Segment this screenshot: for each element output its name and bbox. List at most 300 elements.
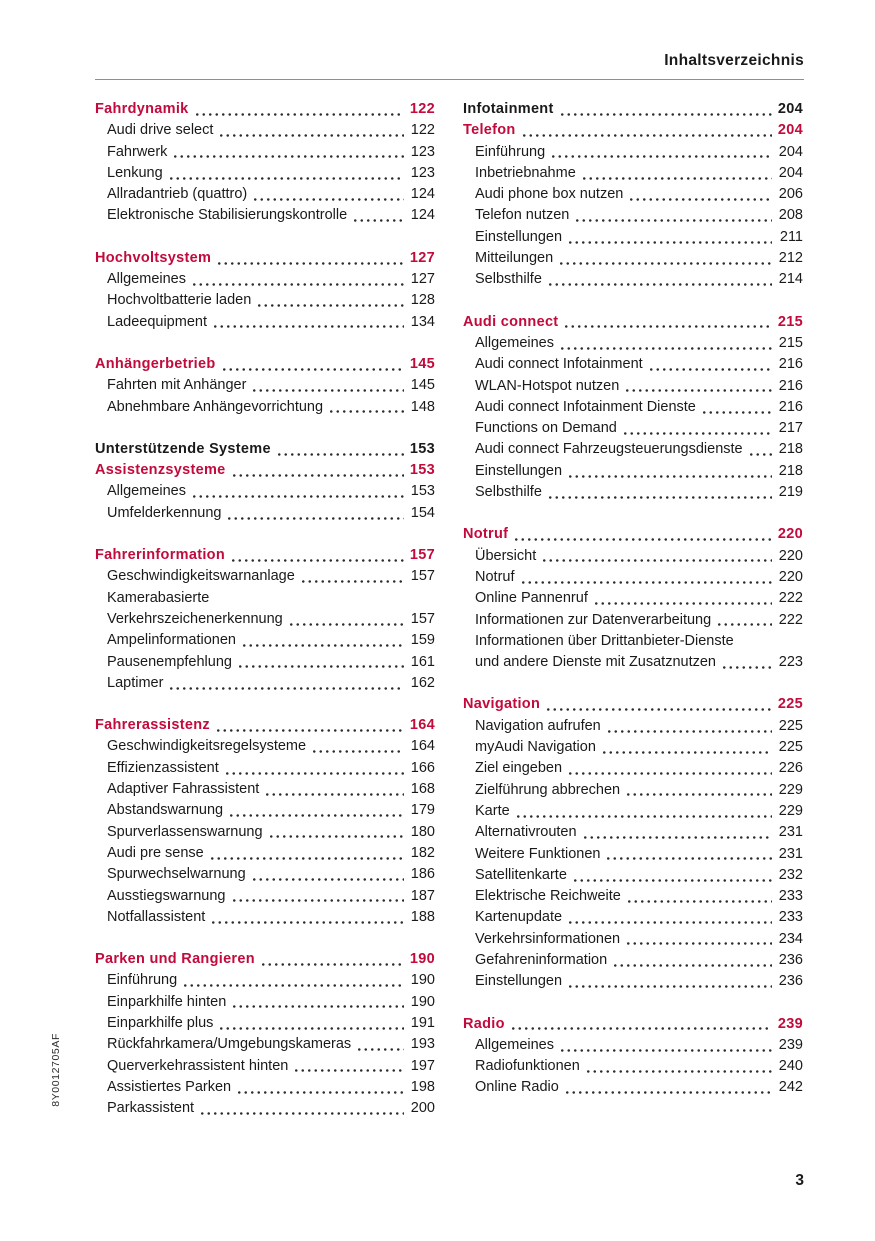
- toc-entry: [463, 184, 803, 205]
- toc-section: [463, 694, 803, 992]
- page-ref: 153: [409, 440, 435, 457]
- page-ref: 236: [778, 973, 803, 990]
- dot-leader: [293, 1056, 404, 1077]
- page-ref: 124: [410, 186, 435, 203]
- toc-section: [95, 439, 435, 460]
- page-ref: 124: [410, 207, 435, 224]
- dot-leader: [210, 907, 404, 928]
- page-ref: 123: [410, 143, 435, 160]
- page-ref: 190: [409, 951, 435, 968]
- entry-label: Fahrwerk: [107, 143, 168, 160]
- entry-label: Notruf: [475, 568, 515, 585]
- page-ref: 127: [410, 271, 435, 288]
- toc-entry: [463, 397, 803, 418]
- dot-leader: [236, 1077, 404, 1098]
- page-ref: 164: [409, 717, 435, 734]
- page-ref: 206: [778, 186, 803, 203]
- page-ref: 157: [410, 610, 435, 627]
- page-ref: 191: [410, 1014, 435, 1031]
- entry-label: Hochvoltbatterie laden: [107, 292, 252, 309]
- entry-label: Mitteilungen: [475, 250, 554, 267]
- entry-label: Audi connect Infotainment Dienste: [475, 398, 696, 415]
- toc-entry: [95, 1013, 435, 1034]
- toc-columns: [95, 99, 804, 1119]
- toc-section-heading: [95, 545, 435, 566]
- page-ref: 145: [409, 355, 435, 372]
- dot-leader: [601, 737, 772, 758]
- dot-leader: [567, 227, 772, 248]
- section-title: Assistenzsysteme: [95, 462, 226, 479]
- dot-leader: [300, 566, 404, 587]
- dot-leader: [567, 971, 772, 992]
- section-title: Fahrerassistenz: [95, 717, 210, 734]
- dot-leader: [593, 588, 772, 609]
- entry-label: Elektronische Stabilisierungskontrolle: [107, 207, 348, 224]
- page-ref: 161: [410, 653, 435, 670]
- section-title: Hochvoltsystem: [95, 249, 212, 266]
- entry-label: und andere Dienste mit Zusatznutzen: [475, 654, 716, 671]
- toc-section-heading: [95, 715, 435, 736]
- page-ref: 190: [410, 972, 435, 989]
- entry-label: Verkehrszeichenerkennung: [107, 610, 283, 627]
- toc-entry: [95, 205, 435, 226]
- toc-section: [95, 545, 435, 694]
- section-title: Radio: [463, 1015, 505, 1032]
- entry-label: Allradantrieb (quattro): [107, 186, 248, 203]
- toc-entry: [463, 865, 803, 886]
- toc-entry: [463, 227, 803, 248]
- page-ref: 134: [410, 313, 435, 330]
- toc-section: [463, 312, 803, 504]
- toc-section: [95, 949, 435, 1119]
- page-ref: 122: [410, 122, 435, 139]
- dot-leader: [252, 184, 404, 205]
- page-ref: 232: [778, 866, 803, 883]
- page-ref: 219: [778, 484, 803, 501]
- page-ref: 190: [410, 993, 435, 1010]
- dot-leader: [241, 630, 404, 651]
- dot-leader: [581, 163, 772, 184]
- toc-entry: [463, 205, 803, 226]
- toc-section-heading: [463, 99, 803, 120]
- toc-entry: [463, 1056, 803, 1077]
- dot-leader: [605, 844, 772, 865]
- toc-entry: [463, 418, 803, 439]
- page-ref: 215: [777, 313, 803, 330]
- entry-label: Selbsthilfe: [475, 271, 542, 288]
- page-ref: 204: [778, 143, 803, 160]
- entry-label: Kamerabasierte: [107, 589, 210, 606]
- page-ref: 122: [409, 101, 435, 117]
- entry-label: Einführung: [475, 143, 546, 160]
- entry-label: Kartenupdate: [475, 909, 563, 926]
- entry-label: Ampelinformationen: [107, 632, 236, 649]
- toc-entry: [95, 503, 435, 524]
- toc-section-heading: [463, 120, 803, 141]
- toc-entry: [463, 801, 803, 822]
- page-ref: 159: [410, 632, 435, 649]
- dot-leader: [622, 418, 772, 439]
- page-ref: 127: [409, 249, 435, 266]
- toc-entry: [463, 248, 803, 269]
- page-ref: 220: [778, 568, 803, 585]
- page-ref: 234: [778, 930, 803, 947]
- toc-section-heading: [463, 694, 803, 715]
- entry-label: Inbetriebnahme: [475, 164, 576, 181]
- page-ref: 204: [777, 101, 803, 117]
- toc-entry: [463, 354, 803, 375]
- page-ref: 229: [778, 802, 803, 819]
- dot-leader: [276, 439, 404, 460]
- page-ref: 222: [778, 611, 803, 628]
- dot-leader: [168, 673, 404, 694]
- dot-leader: [545, 694, 772, 715]
- page-ref: 233: [778, 909, 803, 926]
- dot-leader: [230, 545, 404, 566]
- entry-label: Abnehmbare Anhängevorrichtung: [107, 398, 324, 415]
- entry-label: Querverkehrassistent hinten: [107, 1057, 289, 1074]
- dot-leader: [521, 120, 772, 141]
- page-ref: 240: [778, 1058, 803, 1075]
- toc-entry: [95, 779, 435, 800]
- toc-entry: [463, 142, 803, 163]
- toc-entry: [95, 652, 435, 673]
- entry-label: Ladeequipment: [107, 313, 207, 330]
- toc-entry: [95, 290, 435, 311]
- dot-leader: [251, 375, 404, 396]
- page-ref: 123: [410, 164, 435, 181]
- page-ref: 239: [777, 1015, 803, 1032]
- entry-label: Informationen zur Datenverarbeitung: [475, 611, 712, 628]
- page-ref: 197: [410, 1057, 435, 1074]
- page-ref: 215: [778, 334, 803, 351]
- toc-section-heading: [463, 1014, 803, 1035]
- toc-section: [463, 99, 803, 120]
- section-title: Telefon: [463, 122, 516, 139]
- toc-entry: [95, 397, 435, 418]
- dot-leader: [572, 865, 772, 886]
- dot-leader: [216, 248, 404, 269]
- entry-label: Audi drive select: [107, 122, 214, 139]
- toc-entry: [463, 907, 803, 928]
- toc-entry: [463, 971, 803, 992]
- page-ref: 231: [778, 845, 803, 862]
- dot-leader: [701, 397, 772, 418]
- section-title: Parken und Rangieren: [95, 951, 255, 968]
- toc-entry: [463, 269, 803, 290]
- toc-entry: [95, 630, 435, 651]
- section-title: Unterstützende Systeme: [95, 440, 271, 457]
- page-ref: 204: [777, 122, 803, 139]
- page-ref: 218: [778, 441, 803, 458]
- entry-label: Abstandswarnung: [107, 802, 224, 819]
- toc-entry: [95, 800, 435, 821]
- dot-leader: [563, 312, 772, 333]
- toc-entry: [95, 822, 435, 843]
- entry-label: Telefon nutzen: [475, 207, 570, 224]
- entry-label: Adaptiver Fahrassistent: [107, 781, 260, 798]
- dot-leader: [547, 269, 772, 290]
- page-ref: 242: [778, 1079, 803, 1096]
- toc-section: [95, 99, 435, 227]
- toc-entry: [95, 1098, 435, 1119]
- toc-section: [95, 354, 435, 418]
- toc-entry: [95, 375, 435, 396]
- toc-entry: [463, 737, 803, 758]
- page-header-title: Inhaltsverzeichnis: [664, 52, 804, 69]
- toc-entry: [463, 758, 803, 779]
- toc-entry: [95, 312, 435, 333]
- toc-entry: [463, 844, 803, 865]
- entry-label: Audi pre sense: [107, 844, 204, 861]
- entry-label: Alternativrouten: [475, 824, 577, 841]
- dot-leader: [191, 269, 404, 290]
- entry-label: Online Pannenruf: [475, 590, 588, 607]
- entry-label: Einparkhilfe hinten: [107, 993, 227, 1010]
- dot-leader: [288, 609, 404, 630]
- page-ref: 154: [410, 504, 435, 521]
- dot-leader: [559, 333, 772, 354]
- entry-label: Geschwindigkeitswarnanlage: [107, 568, 295, 585]
- toc-entry: [95, 184, 435, 205]
- dot-leader: [648, 354, 772, 375]
- toc-entry: [95, 1077, 435, 1098]
- dot-leader: [218, 1013, 404, 1034]
- dot-leader: [356, 1034, 404, 1055]
- dot-leader: [567, 758, 772, 779]
- entry-label: Spurwechselwarnung: [107, 866, 246, 883]
- dot-leader: [226, 503, 404, 524]
- dot-leader: [612, 950, 772, 971]
- page-ref: 225: [778, 717, 803, 734]
- toc-entry: [95, 1056, 435, 1077]
- dot-leader: [558, 248, 772, 269]
- dot-leader: [564, 1077, 772, 1098]
- dot-leader: [237, 652, 404, 673]
- dot-leader: [209, 843, 404, 864]
- page-ref: 217: [778, 420, 803, 437]
- page-ref: 157: [409, 547, 435, 564]
- toc-entry: [95, 588, 435, 609]
- page-ref: 225: [777, 696, 803, 713]
- page-header: [95, 0, 804, 80]
- toc-entry: [95, 673, 435, 694]
- page-ref: 222: [778, 590, 803, 607]
- toc-entry: [463, 886, 803, 907]
- toc-entry: [95, 970, 435, 991]
- page-ref: 214: [778, 271, 803, 288]
- dot-leader: [624, 376, 772, 397]
- dot-leader: [748, 439, 772, 460]
- content-frame: [95, 0, 804, 1241]
- dot-leader: [547, 482, 772, 503]
- entry-label: Online Radio: [475, 1079, 559, 1096]
- toc-section-heading: [95, 949, 435, 970]
- section-title: Audi connect: [463, 313, 559, 330]
- page-ref: 239: [778, 1036, 803, 1053]
- dot-leader: [224, 758, 404, 779]
- page-ref: 179: [410, 802, 435, 819]
- dot-leader: [625, 780, 772, 801]
- page-ref: 145: [410, 377, 435, 394]
- toc-entry: [463, 439, 803, 460]
- dot-leader: [182, 970, 404, 991]
- dot-leader: [264, 779, 404, 800]
- dot-leader: [574, 205, 772, 226]
- toc-entry: [95, 758, 435, 779]
- dot-leader: [256, 290, 404, 311]
- page-ref: 236: [778, 951, 803, 968]
- page-ref: 216: [778, 377, 803, 394]
- page-ref: 193: [410, 1036, 435, 1053]
- toc-entry: [463, 461, 803, 482]
- dot-leader: [228, 800, 404, 821]
- dot-leader: [194, 99, 404, 120]
- toc-entry: [95, 609, 435, 630]
- entry-label: WLAN-Hotspot nutzen: [475, 377, 620, 394]
- page-ref: 198: [410, 1078, 435, 1095]
- dot-leader: [716, 610, 772, 631]
- toc-entry: [463, 610, 803, 631]
- dot-leader: [191, 481, 404, 502]
- dot-leader: [218, 120, 404, 141]
- page-ref: 220: [777, 526, 803, 543]
- dot-leader: [520, 567, 773, 588]
- entry-label: Zielführung abbrechen: [475, 781, 621, 798]
- dot-leader: [328, 397, 404, 418]
- toc-section: [463, 120, 803, 290]
- entry-label: Fahrten mit Anhänger: [107, 377, 247, 394]
- section-title: Infotainment: [463, 101, 554, 117]
- dot-leader: [541, 546, 772, 567]
- section-title: Fahrerinformation: [95, 547, 225, 564]
- toc-entry: [95, 886, 435, 907]
- toc-column-left: [95, 99, 435, 1119]
- page-ref: 229: [778, 781, 803, 798]
- entry-label: Effizienzassistent: [107, 759, 219, 776]
- entry-label: Audi connect Fahrzeugsteuerungsdienste: [475, 441, 743, 458]
- toc-section-heading: [95, 354, 435, 375]
- dot-leader: [221, 354, 404, 375]
- entry-label: Übersicht: [475, 547, 537, 564]
- toc-section: [95, 715, 435, 928]
- entry-label: Weitere Funktionen: [475, 845, 601, 862]
- page-ref: 204: [778, 164, 803, 181]
- toc-entry: [95, 843, 435, 864]
- toc-entry: [463, 716, 803, 737]
- dot-leader: [585, 1056, 772, 1077]
- page-ref: 153: [409, 462, 435, 479]
- entry-label: Pausenempfehlung: [107, 653, 232, 670]
- toc-entry: [95, 992, 435, 1013]
- dot-leader: [168, 163, 404, 184]
- entry-label: Rückfahrkamera/Umgebungskameras: [107, 1036, 352, 1053]
- dot-leader: [231, 460, 404, 481]
- toc-entry: [95, 142, 435, 163]
- page-ref: 164: [410, 738, 435, 755]
- toc-section: [95, 248, 435, 333]
- toc-entry: [463, 588, 803, 609]
- toc-section-heading: [463, 524, 803, 545]
- page-ref: 186: [410, 866, 435, 883]
- page-ref: 148: [410, 398, 435, 415]
- toc-entry: [463, 822, 803, 843]
- dot-leader: [567, 907, 772, 928]
- entry-label: Audi connect Infotainment: [475, 356, 643, 373]
- toc-entry: [463, 482, 803, 503]
- entry-label: Lenkung: [107, 164, 163, 181]
- toc-entry: [95, 736, 435, 757]
- page-ref: 220: [778, 547, 803, 564]
- page-ref: 200: [410, 1100, 435, 1117]
- toc-entry: [463, 950, 803, 971]
- entry-label: Elektrische Reichweite: [475, 888, 621, 905]
- dot-leader: [352, 205, 404, 226]
- toc-entry: [463, 376, 803, 397]
- page-ref: 216: [778, 398, 803, 415]
- page-ref: 218: [778, 462, 803, 479]
- page-ref: 216: [778, 356, 803, 373]
- toc-entry: [463, 1077, 803, 1098]
- page-ref: 157: [410, 568, 435, 585]
- section-title: Navigation: [463, 696, 541, 713]
- entry-label: Selbsthilfe: [475, 484, 542, 501]
- toc-entry: [95, 864, 435, 885]
- page-ref: 231: [778, 824, 803, 841]
- dot-leader: [212, 312, 404, 333]
- entry-label: Functions on Demand: [475, 420, 617, 437]
- toc-entry: [95, 269, 435, 290]
- page-ref: 162: [410, 674, 435, 691]
- page-ref: 166: [410, 759, 435, 776]
- toc-section-heading: [463, 312, 803, 333]
- entry-label: Laptimer: [107, 674, 164, 691]
- dot-leader: [559, 1035, 772, 1056]
- page-number: 3: [795, 1172, 804, 1189]
- entry-label: Navigation aufrufen: [475, 717, 601, 734]
- entry-label: Allgemeines: [475, 334, 554, 351]
- dot-leader: [199, 1098, 404, 1119]
- toc-section-heading: [95, 248, 435, 269]
- page-ref: 225: [778, 739, 803, 756]
- toc-entry: [95, 163, 435, 184]
- dot-leader: [172, 142, 404, 163]
- entry-label: Einstellungen: [475, 973, 563, 990]
- toc-entry: [95, 481, 435, 502]
- page-ref: 187: [410, 887, 435, 904]
- toc-entry: [95, 1034, 435, 1055]
- section-title: Notruf: [463, 526, 509, 543]
- entry-label: Assistiertes Parken: [107, 1078, 232, 1095]
- dot-leader: [260, 949, 404, 970]
- toc-entry: [463, 1035, 803, 1056]
- dot-leader: [567, 461, 772, 482]
- section-title: Fahrdynamik: [95, 101, 189, 117]
- page-ref: 168: [410, 781, 435, 798]
- toc-entry: [463, 567, 803, 588]
- toc-entry: [463, 929, 803, 950]
- page-ref: 153: [410, 483, 435, 500]
- page-ref: 188: [410, 908, 435, 925]
- document-code-vertical: 8Y0012705AF: [50, 1033, 62, 1107]
- dot-leader: [510, 1014, 772, 1035]
- entry-label: myAudi Navigation: [475, 739, 596, 756]
- entry-label: Allgemeines: [107, 483, 186, 500]
- page-ref: 180: [410, 823, 435, 840]
- toc-entry: [463, 652, 803, 673]
- toc-entry: [95, 120, 435, 141]
- entry-label: Karte: [475, 802, 510, 819]
